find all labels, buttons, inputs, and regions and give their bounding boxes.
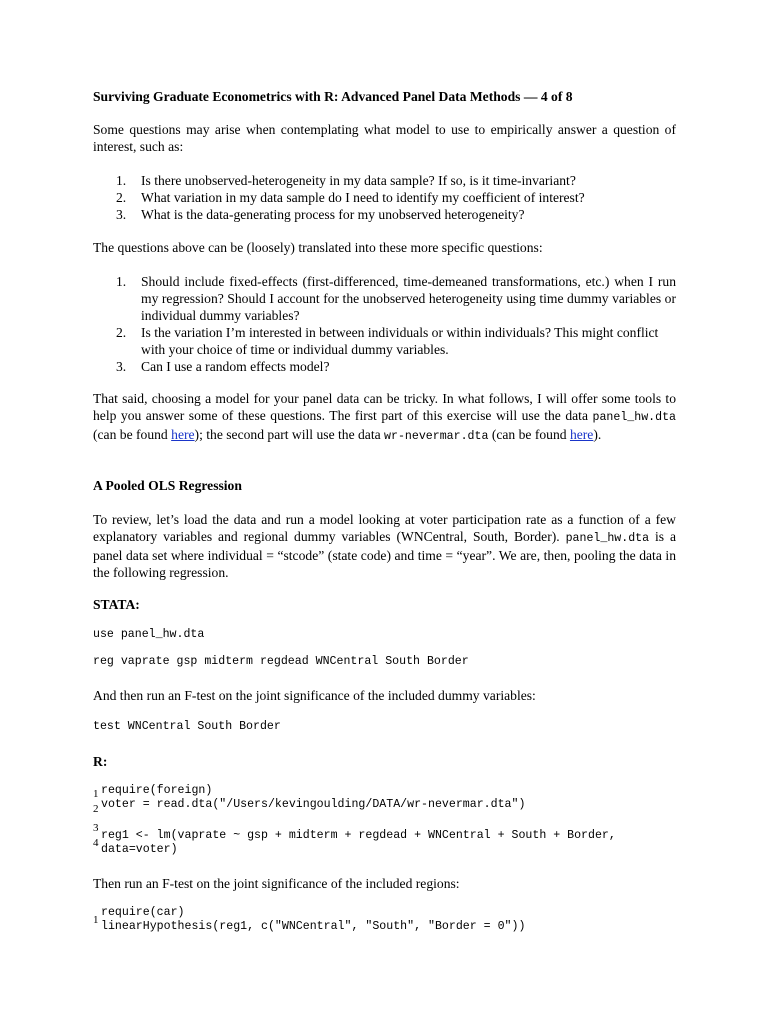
code-line: require(foreign) [101,784,213,797]
line-number: 1 [93,914,99,926]
r-code-block [93,784,683,816]
r-heading: R: [93,754,108,769]
code-line: voter = read.dta("/Users/kevingoulding/DATA/wr-nevermar.dta") [101,798,526,811]
ftest-paragraph: And then run an F-test on the joint significance of the included dummy variables: [93,688,536,703]
specific-question-list: 1. Should include fixed-effects (first-differenced, time-demeaned transformations, etc.) when I run my regression? Should I account for the unobserved heterogeneity using time dummy variables or individual dummy variables? 2. Is the variation I’m interested in between individuals or within individuals? This might conflict with your choice of time or individual dummy variables. 3. Can I use a random effects model? [116,274,676,374]
data-paragraph: That said, choosing a model for your panel data can be tricky. In what follows, I will offer some tools to help you answer some of these questions. The first part of this exercise will use the data panel_hw.dta (can be found here); the second part will use the data wr-nevermar.dta (can be found here). [93,391,676,443]
line-number: 3 [93,822,99,834]
r-code-block [93,906,683,938]
pooled-ols-paragraph: To review, let’s load the data and run a model looking at voter participation rate as a function of a few explanatory variables and regional dummy variables (WNCentral, South, Border). panel_hw.dta is a panel data set where individual = “stcode” (state code) and time = “year”. We are, then, pooling the data in the following regression. [93,512,676,580]
panel-data-link[interactable]: here [171,427,195,442]
code-line: data=voter) [101,843,178,856]
line-number: 1 [93,788,99,800]
section-heading-pooled-ols: A Pooled OLS Regression [93,478,242,493]
code-line: linearHypothesis(reg1, c("WNCentral", "South", "Border = 0")) [101,920,526,933]
line-number: 2 [93,803,99,815]
dataset-name-nevermar: wr-nevermar.dta [384,430,489,443]
stata-code-line: reg vaprate gsp midterm regdead WNCentral South Border [93,655,469,668]
document-title: Surviving Graduate Econometrics with R: Advanced Panel Data Methods — 4 of 8 [93,89,573,104]
nevermar-data-link[interactable]: here [569,427,594,442]
dataset-name-panel: panel_hw.dta [592,411,676,424]
stata-code-line: test WNCentral South Border [93,720,281,733]
stata-code-line: use panel_hw.dta [93,628,205,641]
intro-paragraph: Some questions may arise when contemplating what model to use to empirically answer a question of interest, such as: [93,122,676,154]
question-list: 1. Is there unobserved-heterogeneity in my data sample? If so, is it time-invariant? 2. What variation in my data sample do I need to identify my coefficient of interest? 3. What is the data-generating process for my unobserved heterogeneity? [116,173,585,222]
r-code-block [93,822,683,854]
stata-heading: STATA: [93,597,140,612]
translate-paragraph: The questions above can be (loosely) translated into these more specific questions: [93,240,543,255]
code-line: require(car) [101,906,185,919]
code-line: reg1 <- lm(vaprate ~ gsp + midterm + regdead + WNCentral + South + Border, [101,829,616,842]
dataset-name-panel: panel_hw.dta [565,532,650,545]
line-number: 4 [93,837,99,849]
ftest-regions-paragraph: Then run an F-test on the joint significance of the included regions: [93,876,460,891]
